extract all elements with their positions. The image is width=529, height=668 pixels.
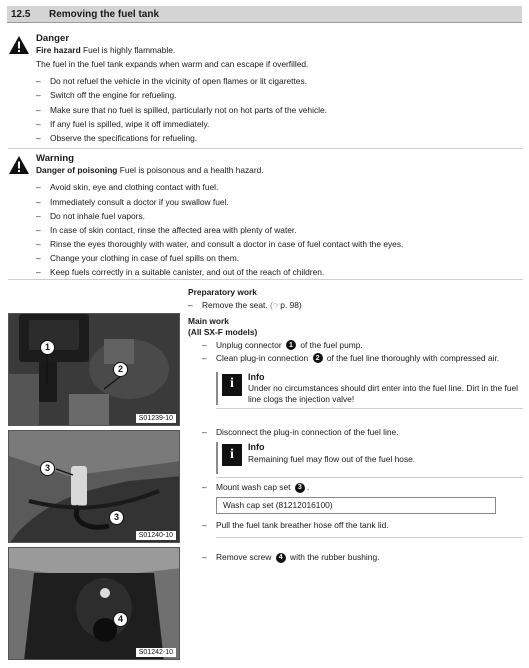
- info-icon: i: [222, 374, 242, 396]
- callout-ref-2: 2: [313, 353, 323, 363]
- step-disconnect: – Disconnect the plug-in connection of the fuel line.: [202, 427, 399, 438]
- step-remove-screw: – Remove screw 4 with the rubber bushing.: [202, 551, 380, 562]
- danger-block: [8, 33, 523, 147]
- callout-3: 3: [40, 461, 55, 476]
- danger-note: The fuel in the fuel tank expands when warm and can escape if overfilled.: [36, 59, 309, 70]
- info-heading: Info: [248, 441, 265, 452]
- warning-hazard-label: Danger of poisoning: [36, 165, 118, 176]
- danger-hazard-label: Fire hazard: [36, 45, 81, 56]
- callout-1: 1: [40, 340, 55, 355]
- list-item: – Do not refuel the vehicle in the vicinity of open flames or lit cigarettes.: [36, 76, 307, 87]
- list-item: – Switch off the engine for refueling.: [36, 90, 177, 101]
- warning-hazard: [36, 165, 523, 176]
- photo-fuel-line: [8, 430, 180, 543]
- info-box-dirt: [216, 372, 523, 406]
- divider: [8, 148, 523, 149]
- danger-heading: Danger: [36, 33, 70, 44]
- danger-hazard: [36, 45, 523, 56]
- info-box-remaining-fuel: [216, 442, 523, 474]
- divider: [216, 537, 523, 538]
- info-heading: Info: [248, 371, 265, 382]
- main-subtitle: (All SX-F models): [188, 326, 258, 337]
- page-reference[interactable]: p. 98: [280, 299, 299, 310]
- list-item: – Make sure that no fuel is spilled, particularly not on hot parts of the vehicle.: [36, 104, 327, 115]
- photo-fuel-pump-connector: [8, 313, 180, 426]
- danger-triangle-icon: [8, 35, 30, 55]
- warning-list: [36, 182, 523, 278]
- prep-title: Preparatory work: [188, 287, 257, 297]
- info-text: Remaining fuel may flow out of the fuel hose.: [248, 453, 416, 464]
- callout-ref-4: 4: [276, 553, 286, 563]
- danger-hazard-text: Fuel is highly flammable.: [83, 45, 176, 56]
- info-icon: i: [222, 444, 242, 466]
- section-number: 12.5: [11, 8, 31, 20]
- page-reference-icon: (☞: [269, 299, 281, 310]
- prep-step: – Remove the seat. (☞p. 98): [188, 299, 302, 310]
- photo-illustration: [9, 431, 180, 543]
- warning-heading: Warning: [36, 153, 75, 164]
- list-item: – Avoid skin, eye and clothing contact with fuel.: [36, 182, 219, 193]
- info-text: Under no circumstances should dirt enter into the fuel line. Dirt in the fuel line clogs the injection valve!: [248, 383, 518, 405]
- list-item: – Keep fuels correctly in a suitable canister, and out of the reach of children.: [36, 267, 325, 278]
- list-item: – Immediately consult a doctor if you swallow fuel.: [36, 196, 229, 207]
- warning-block: [8, 153, 523, 281]
- list-item: – Observe the specifications for refueling.: [36, 132, 198, 143]
- callout-3: 3: [109, 510, 124, 525]
- photo-tank-screw: [8, 547, 180, 660]
- step-pull-breather-hose: – Pull the fuel tank breather hose off the tank lid.: [202, 519, 389, 530]
- list-item: – If any fuel is spilled, wipe it off immediately.: [36, 118, 210, 129]
- photo-illustration: [9, 314, 180, 426]
- list-item: – In case of skin contact, rinse the affected area with plenty of water.: [36, 224, 297, 235]
- callout-ref-3: 3: [295, 483, 305, 493]
- section-header: [7, 6, 522, 23]
- list-item: – Rinse the eyes thoroughly with water, and consult a doctor in case of fuel contact with the eyes.: [36, 238, 404, 249]
- photo-caption: S01242-10: [136, 648, 176, 657]
- divider: [8, 279, 523, 280]
- photo-illustration: [9, 548, 180, 660]
- photo-caption: S01240-10: [136, 531, 176, 540]
- list-item: – Change your clothing in case of fuel spills on them.: [36, 252, 240, 263]
- callout-ref-1: 1: [286, 340, 296, 350]
- step-clean-connection: – Clean plug-in connection 2 of the fuel line thoroughly with compressed air.: [202, 352, 500, 363]
- section-title: Removing the fuel tank: [49, 8, 160, 20]
- list-item: – Do not inhale fuel vapors.: [36, 210, 145, 221]
- danger-list: [36, 76, 523, 143]
- procedure: [188, 287, 523, 565]
- callout-4: 4: [113, 612, 128, 627]
- warning-triangle-icon: [8, 155, 30, 175]
- step-mount-wash-cap: – Mount wash cap set 3 .: [202, 481, 310, 492]
- warning-hazard-text: Fuel is poisonous and a health hazard.: [119, 165, 264, 176]
- tool-spec: Wash cap set (81212016100): [216, 497, 496, 514]
- photo-caption: S01239-10: [136, 414, 176, 423]
- callout-2: 2: [113, 362, 128, 377]
- step-unplug-connector: – Unplug connector 1 of the fuel pump.: [202, 339, 363, 350]
- main-title: Main work: [188, 315, 229, 326]
